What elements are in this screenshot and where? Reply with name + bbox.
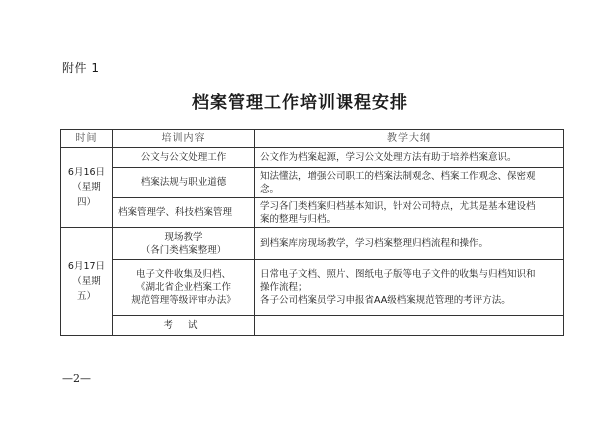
course-text: 档案法规与职业道德: [140, 177, 227, 188]
outline-text: 学习各门类档案归档基本知识，针对公司特点，尤其是基本建设档: [260, 200, 536, 212]
outline-text: 公文作为档案起源，学习公文处理方法有助于培养档案意识。: [260, 152, 517, 163]
table-row: [61, 316, 564, 336]
header-content: 培训内容: [113, 130, 255, 148]
table-header-row: [61, 130, 564, 148]
outline-text: 日常电子文档、照片、图纸电子版等电子文件的收集与归档知识和: [260, 269, 536, 280]
course-text: 公文与公文处理工作: [140, 152, 227, 163]
course-cell: [113, 148, 255, 168]
table-row: [61, 148, 564, 168]
course-text: 《湖北省企业档案工作: [135, 282, 231, 293]
date-cell-day2: [61, 228, 113, 336]
outline-cell: [255, 148, 564, 168]
outline-text: 念。: [260, 183, 280, 195]
attachment-label: 附件 1: [62, 61, 100, 75]
outline-cell: [255, 198, 564, 228]
course-cell: [113, 168, 255, 198]
header-outline: 教学大纲: [255, 130, 564, 148]
course-text: 规范管理等级评审办法》: [131, 295, 236, 306]
page-number: —2—: [62, 372, 91, 385]
weekday-text: （星期五）: [72, 276, 101, 302]
table-row: [61, 228, 564, 260]
course-text: 档案管理学、科技档案管理: [118, 207, 233, 218]
date-text: 6月17日: [67, 261, 106, 272]
course-text: 考 试: [163, 320, 204, 331]
course-text: 电子文件收集及归档、: [135, 269, 231, 280]
outline-cell: [255, 168, 564, 198]
outline-text: 操作流程；: [260, 282, 308, 293]
outline-cell: [255, 228, 564, 260]
table-row: [61, 168, 564, 198]
course-text: 现场教学: [164, 231, 203, 243]
date-text: 6月16日: [67, 167, 106, 178]
weekday-text: （星期四）: [72, 182, 101, 208]
outline-text: 案的整理与归档。: [260, 213, 337, 225]
course-cell: [113, 228, 255, 260]
document-title: 档案管理工作培训课程安排: [192, 93, 408, 113]
course-cell: [113, 260, 255, 316]
course-text: （各门类档案整理）: [140, 244, 227, 256]
outline-text: 知法懂法，增强公司职工的档案法制观念、档案工作观念、保密观: [260, 170, 536, 182]
date-cell-day1: [61, 148, 113, 228]
header-time: 时间: [61, 130, 113, 148]
course-cell-exam: [113, 316, 255, 336]
outline-cell-empty: [255, 316, 564, 336]
table-row: [61, 260, 564, 316]
training-schedule-table: [60, 129, 564, 336]
table-row: [61, 198, 564, 228]
outline-text: 各子公司档案员学习申报省AA级档案规范管理的考评方法。: [260, 295, 511, 306]
outline-text: 到档案库房现场教学，学习档案整理归档流程和操作。: [260, 238, 489, 249]
outline-cell: [255, 260, 564, 316]
course-cell: [113, 198, 255, 228]
